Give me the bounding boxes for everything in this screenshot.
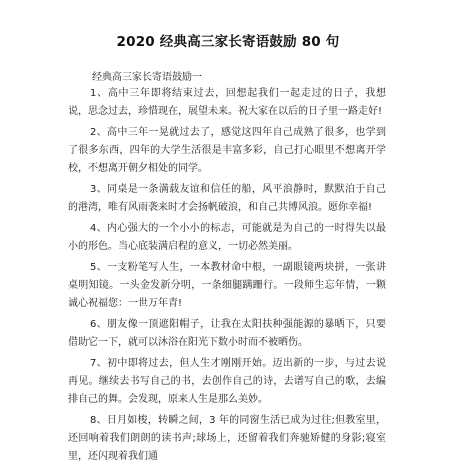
- paragraph-6: 6、朋友像一顶遮阳帽子，让我在太阳扶种强能源的暴晒下，只要借助它一下，就可以沐浴在阳光下数小时而不被晒伤。: [68, 319, 386, 348]
- paragraph-1: 1、高中三年即将结束过去，回想起我们一起走过的日子，我想说，思念过去，珍惜现在，展望未来。祝大家在以后的日子里一路走好!: [68, 88, 386, 117]
- section-heading: 经典高三家长寄语鼓励一: [92, 72, 202, 83]
- paragraph-7: 7、初中即将过去，但人生才刚刚开始。迈出新的一步，与过去说再见。继续去书写自己的书，去创作自己的诗，去谱写自己的歌，去编排自己的舞。会发现，原来人生是那么美妙。: [68, 358, 386, 405]
- paragraph-5: 5、一支粉笔写人生，一本教材命中根，一副眼镜两块拼，一张讲桌明知镜。一头金发新分明，一条细腿蹒跚行。一段师生忘年情，一颗诚心祝福您：一世万年青!: [68, 262, 386, 309]
- document-body: [68, 85, 386, 469]
- paragraph-2: 2、高中三年一晃就过去了，感觉这四年自己成熟了很多，也学到了很多东西，四年的大学生活很是丰富多彩，自己打心眼里不想离开学校，不想离开朝夕相处的同学。: [68, 127, 386, 174]
- paragraph-4: 4、内心强大的一个小小的标志，可能就是为自己的一时得失以最小的形色。当心底装满启程的意义，一切必然美丽。: [68, 223, 386, 252]
- document-title: 2020 经典高三家长寄语鼓励 80 句: [116, 34, 340, 50]
- paragraph-8: 8、日月如梭，转瞬之间，3 年的同窗生活已成为过往;但教室里，还回响着我们朗朗的读书声;球场上，还留着我们奔驰矫健的身影;寝室里，还闪现着我们通: [68, 415, 386, 462]
- paragraph-3: 3、同桌是一条满载友谊和信任的船，风平浪静时，默默泊于自己的港湾，唯有风雨袭来时才会扬帆破浪，和自己共博风浪。愿你幸福!: [68, 184, 386, 213]
